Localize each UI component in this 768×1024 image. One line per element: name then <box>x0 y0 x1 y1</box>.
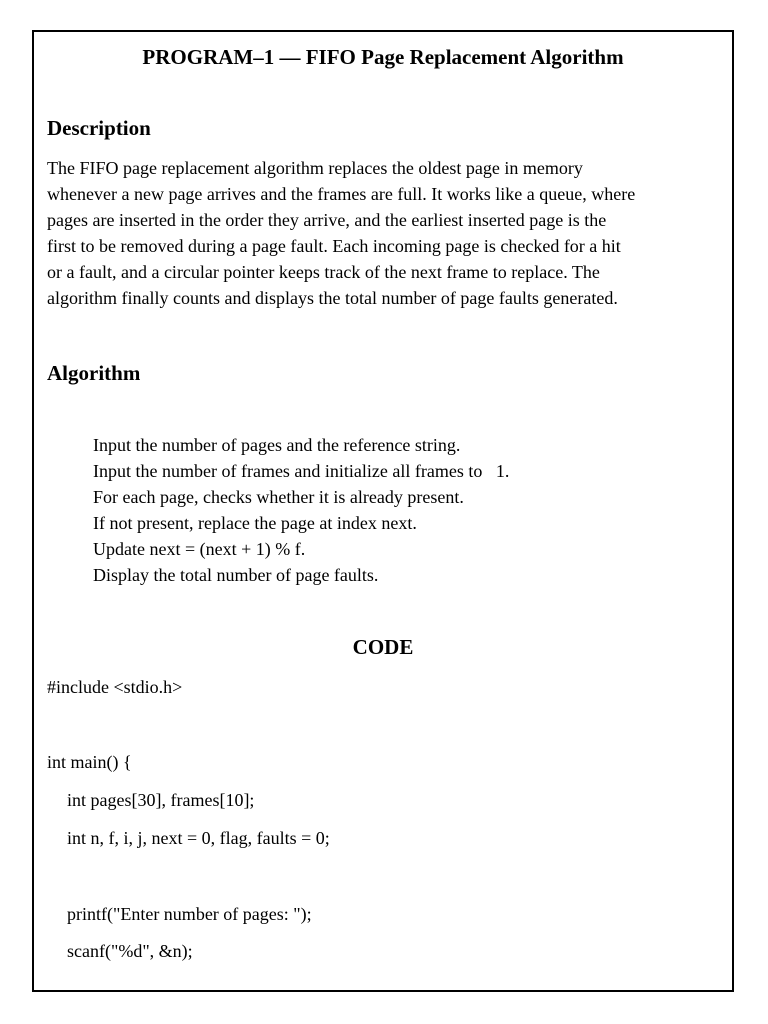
algorithm-step: Update next = (next + 1) % f. <box>93 539 306 559</box>
code-heading: CODE <box>352 635 414 659</box>
code-line: int pages[30], frames[10]; <box>67 790 255 810</box>
description-line: first to be removed during a page fault. Each incoming page is checked for a hit <box>47 236 621 256</box>
description-line: whenever a new page arrives and the frames are full. It works like a queue, where <box>47 184 636 204</box>
algorithm-step: For each page, checks whether it is already present. <box>93 487 464 507</box>
code-line: scanf("%d", &n); <box>67 941 193 961</box>
description-line: The FIFO page replacement algorithm replaces the oldest page in memory <box>47 158 583 178</box>
description-line: or a fault, and a circular pointer keeps track of the next frame to replace. The <box>47 262 600 282</box>
code-line: int main() { <box>47 752 132 772</box>
algorithm-step: If not present, replace the page at index next. <box>93 513 417 533</box>
algorithm-step: Display the total number of page faults. <box>93 565 379 585</box>
algorithm-step: Input the number of pages and the reference string. <box>93 435 461 455</box>
algorithm-steps <box>93 432 509 588</box>
code-line: int n, f, i, j, next = 0, flag, faults = 0; <box>67 828 330 848</box>
code-line: printf("Enter number of pages: "); <box>67 904 312 924</box>
code-line: #include <stdio.h> <box>47 677 183 697</box>
description-paragraph <box>47 155 727 311</box>
document-title: PROGRAM–1 — FIFO Page Replacement Algorithm <box>142 45 624 69</box>
description-line: algorithm finally counts and displays the total number of page faults generated. <box>47 288 618 308</box>
algorithm-step: Input the number of frames and initialize all frames to 1. <box>93 461 510 481</box>
description-heading: Description <box>47 116 151 140</box>
description-line: pages are inserted in the order they arrive, and the earliest inserted page is the <box>47 210 607 230</box>
algorithm-heading: Algorithm <box>47 361 141 385</box>
